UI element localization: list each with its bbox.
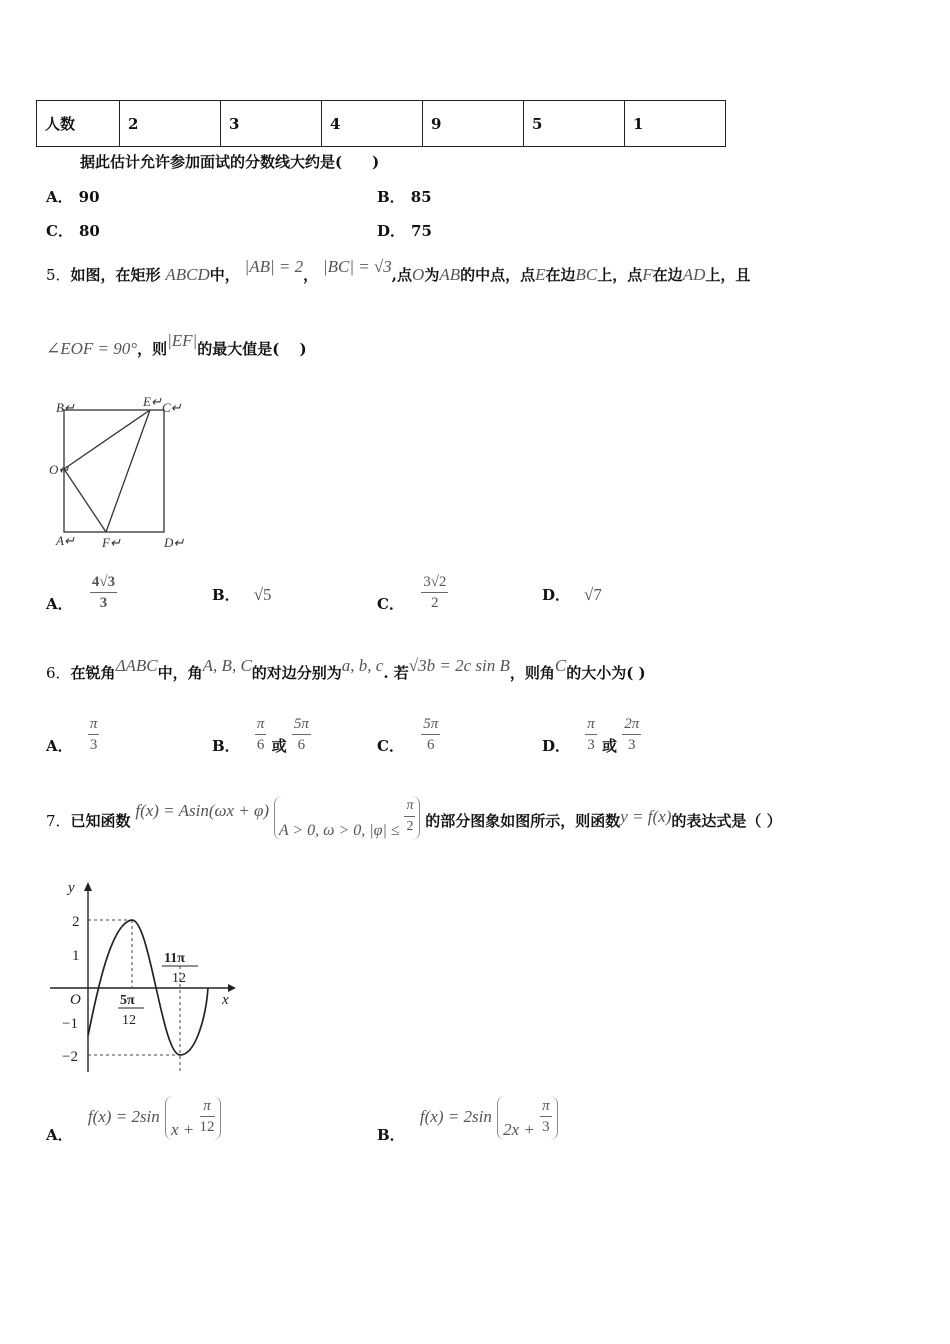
x-axis-label: x <box>222 992 229 1008</box>
tick-y-1: 1 <box>72 948 80 964</box>
q7-option-b: B． f(x) = 2sin 2x + $\frac{\pi}{3}$ <box>377 1096 558 1140</box>
segment-ef <box>106 410 150 532</box>
q6-option-d: D． $\frac{\pi}{3}$ 或 $\frac{2\pi}{3}$ <box>542 716 640 755</box>
table-cell: 1 <box>625 101 726 147</box>
label-a: A↵ <box>56 533 75 548</box>
q5-rectangle-figure <box>46 395 196 555</box>
q4-option-a: A． 90 <box>46 188 100 206</box>
q5-option-b: B． √5 <box>212 585 272 604</box>
tick-x2-den: 12 <box>172 971 186 986</box>
q5-stem-line1: 5．如图，在矩形 ABCD中， |AB| = 2， |BC| = √3,点O为AB的中点，点E在边BC上，点F在边AD上，且 <box>46 257 751 284</box>
segment-of <box>64 469 106 532</box>
q7-sine-graph <box>46 876 246 1076</box>
tick-y-neg1: −1 <box>62 1016 78 1032</box>
q5-option-d: D． √7 <box>542 585 602 604</box>
q4-option-d: D． 75 <box>377 222 432 240</box>
q7-stem: 7．已知函数 f(x) = Asin(ωx + φ) A > 0, ω > 0, |φ| ≤ $\frac{\pi}{2}$ 的部分图象如图所示，则函数y = f(x)的表达式是（ ） <box>46 798 782 839</box>
table-cell: 5 <box>524 101 625 147</box>
label-o: O↵ <box>49 462 70 477</box>
tick-x1-num: 5π <box>120 993 135 1008</box>
label-c: C↵ <box>162 400 182 415</box>
origin-label: O <box>70 992 81 1008</box>
q7-option-a: A． f(x) = 2sin x + $\frac{\pi}{12}$ <box>46 1096 221 1140</box>
q4-option-b: B． 85 <box>377 188 432 206</box>
rectangle-abcd <box>64 410 164 532</box>
q7-option-a-paren: x + $\frac{\pi}{12}$ <box>165 1096 221 1140</box>
segment-oe <box>64 410 150 469</box>
tick-x1-den: 12 <box>122 1013 136 1028</box>
q5-option-c: C． $\frac{3√2}{2}$ <box>377 574 447 613</box>
y-axis-arrow-icon <box>84 882 92 891</box>
tick-y-neg2: −2 <box>62 1049 78 1065</box>
label-f: F↵ <box>102 535 121 550</box>
table-cell: 9 <box>423 101 524 147</box>
q4-option-c: C． 80 <box>46 222 100 240</box>
x-axis-arrow-icon <box>228 984 236 992</box>
table-cell: 人数 <box>37 101 120 147</box>
q6-stem: 6．在锐角ΔABC中，角A, B, C的对边分别为a, b, c. 若√3b = 2c sin B，则角C的大小为( ) <box>46 656 646 682</box>
q6-option-c: C． $\frac{5\pi}{6}$ <box>377 716 439 755</box>
label-d: D↵ <box>164 535 185 550</box>
label-b: B↵ <box>56 400 75 415</box>
table-cell: 2 <box>120 101 221 147</box>
score-table <box>36 100 726 147</box>
y-axis-label: y <box>68 880 75 896</box>
q7-option-b-paren: 2x + $\frac{\pi}{3}$ <box>497 1096 558 1140</box>
tick-y-2: 2 <box>72 914 80 930</box>
q6-option-b: B． $\frac{\pi}{6}$ 或 $\frac{5\pi}{6}$ <box>212 716 309 755</box>
label-e: E↵ <box>143 395 162 409</box>
table-cell: 4 <box>322 101 423 147</box>
table-cell: 3 <box>221 101 322 147</box>
q5-option-a: A． $\frac{4√3}{3}$ <box>46 574 116 613</box>
q5-stem-line2: ∠EOF = 90°，则|EF|的最大值是( ) <box>46 331 307 358</box>
q6-option-a: A． $\frac{\pi}{3}$ <box>46 716 98 755</box>
q4-stem: 据此估计允许参加面试的分数线大约是( ) <box>80 153 380 171</box>
q7-condition: A > 0, ω > 0, |φ| ≤ $\frac{\pi}{2}$ <box>274 796 421 840</box>
table-row <box>37 101 726 147</box>
tick-x2-num: 11π <box>164 951 185 966</box>
